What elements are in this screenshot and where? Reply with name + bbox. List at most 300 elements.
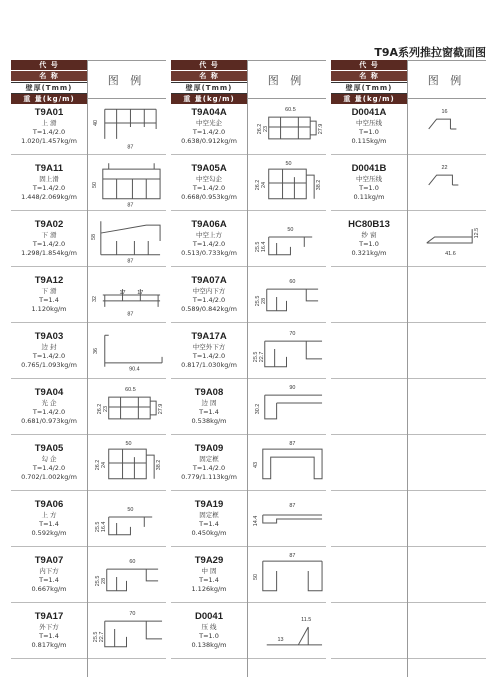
dimension-label: 24 <box>260 181 267 188</box>
profile-figure <box>87 267 166 322</box>
profile-drawing <box>269 169 314 199</box>
profile-outline <box>105 335 162 367</box>
profile-outline <box>109 517 152 535</box>
profile-info <box>331 211 407 266</box>
profile-row <box>11 547 166 603</box>
dimension-label: 58 <box>90 234 97 241</box>
profile-info <box>331 547 407 602</box>
profile-figure <box>407 435 486 490</box>
dimension-label: 32 <box>91 295 98 302</box>
dimension-label: 60.5 <box>285 107 296 114</box>
profile-outline <box>109 397 156 419</box>
profile-name: 固定框 <box>199 455 219 463</box>
profile-weight: 0.817kg/m <box>31 641 67 649</box>
profile-name: 边 固 <box>201 399 217 407</box>
header-code: 代 号 <box>171 60 247 71</box>
header-figure: 图 例 <box>247 60 326 99</box>
profile-drawing <box>105 109 156 139</box>
column-3 <box>331 60 486 659</box>
profile-code: T9A08 <box>194 387 224 398</box>
profile-wall-thickness: T=1.4/2.0 <box>192 296 226 304</box>
dimension-label: 28 <box>260 297 267 304</box>
profile-drawing <box>429 175 459 185</box>
profile-info <box>171 435 247 490</box>
profile-code: T9A04 <box>34 387 64 398</box>
cross-section-diagram <box>247 155 326 210</box>
profile-figure <box>247 547 326 602</box>
profile-weight: 0.115kg/m <box>351 137 387 145</box>
profile-row <box>331 379 486 435</box>
profile-code: D0041 <box>195 611 223 622</box>
profile-info <box>171 211 247 266</box>
profile-code: T9A02 <box>34 219 64 230</box>
cross-section-diagram <box>87 323 166 378</box>
profile-name: 边 封 <box>41 343 57 351</box>
dimension-label: 87 <box>289 441 296 448</box>
profile-weight: 0.765/1.093kg/m <box>21 361 77 369</box>
profile-figure <box>247 603 326 658</box>
profile-row <box>331 491 486 547</box>
profile-row <box>331 323 486 379</box>
dimension-label: 60.5 <box>125 387 136 394</box>
profile-weight: 1.298/1.854kg/m <box>21 249 77 257</box>
dimension-label: 16.4 <box>100 521 107 533</box>
profile-drawing <box>103 289 160 307</box>
profile-outline <box>269 237 312 255</box>
profile-figure <box>247 323 326 378</box>
profile-code: T9A07 <box>34 555 64 566</box>
profile-row <box>171 155 326 211</box>
profile-wall-thickness: T=1.0 <box>359 240 379 248</box>
profile-outline <box>427 229 472 243</box>
profile-wall-thickness: T=1.4/2.0 <box>32 408 66 416</box>
profile-wall-thickness: T=1.4/2.0 <box>32 128 66 136</box>
dimension-label: 87 <box>127 144 134 151</box>
profile-figure <box>87 99 166 154</box>
profile-drawing <box>101 221 160 255</box>
cross-section-diagram <box>247 323 326 378</box>
profile-wall-thickness: T=1.4/2.0 <box>192 184 226 192</box>
profile-drawing <box>103 163 160 199</box>
profile-outline <box>105 621 162 647</box>
profile-weight: 0.321kg/m <box>351 249 387 257</box>
profile-name: 中空上方 <box>196 231 222 239</box>
dimension-label: 11.5 <box>301 617 312 624</box>
profile-info <box>171 267 247 322</box>
profile-figure <box>407 267 486 322</box>
profile-info <box>171 323 247 378</box>
dimension-label: 25.5 <box>252 351 259 363</box>
profile-drawing <box>263 449 322 479</box>
cross-section-diagram <box>247 99 326 154</box>
profile-figure <box>87 603 166 658</box>
profile-wall-thickness: T=1.4 <box>39 520 59 528</box>
profile-outline <box>265 341 322 367</box>
cross-section-diagram <box>407 211 486 266</box>
cross-section-diagram <box>247 435 326 490</box>
profile-info <box>331 491 407 546</box>
profile-row <box>331 267 486 323</box>
profile-row <box>331 603 486 659</box>
profile-wall-thickness: T=1.0 <box>359 128 379 136</box>
dimension-label: 43 <box>252 461 259 468</box>
profile-name: 中空光企 <box>196 119 222 127</box>
profile-code: D0041B <box>351 163 387 174</box>
profile-figure <box>87 211 166 266</box>
profile-row <box>11 435 166 491</box>
profile-code: T9A06A <box>191 219 227 230</box>
profile-name: 上 滑 <box>41 119 57 127</box>
profile-drawing <box>427 229 472 243</box>
profile-weight: 1.020/1.457kg/m <box>21 137 77 145</box>
profile-figure <box>87 323 166 378</box>
profile-name: 外下方 <box>39 623 59 631</box>
cross-section-diagram <box>407 99 486 154</box>
header-labels <box>331 60 407 103</box>
profile-name: 纱 窗 <box>361 231 377 239</box>
profile-info <box>11 155 87 210</box>
cross-section-diagram <box>247 211 326 266</box>
profile-weight: 0.450kg/m <box>191 529 227 537</box>
profile-wall-thickness: T=1.4 <box>199 576 219 584</box>
dimension-label: 87 <box>127 311 134 318</box>
cross-section-diagram <box>87 547 166 602</box>
profile-drawing <box>105 335 162 367</box>
table-header <box>331 60 486 103</box>
profile-code: T9A04A <box>191 107 227 118</box>
profile-weight: 0.779/1.113kg/m <box>181 473 237 481</box>
profile-wall-thickness: T=1.4/2.0 <box>192 240 226 248</box>
profile-outline <box>429 175 459 185</box>
dimension-label: 25.5 <box>92 631 99 643</box>
profile-info <box>171 603 247 658</box>
profile-name: 下 滑 <box>41 231 57 239</box>
profile-row <box>331 435 486 491</box>
profile-name: 光 企 <box>41 399 57 407</box>
profile-row <box>331 99 486 155</box>
profile-weight: 0.589/0.842kg/m <box>181 305 237 313</box>
profile-outline <box>109 449 154 479</box>
dimension-label: 25.5 <box>94 521 101 533</box>
profile-outline <box>101 221 160 255</box>
profile-info <box>171 547 247 602</box>
profile-figure <box>247 211 326 266</box>
profile-outline <box>103 163 160 199</box>
dimension-label: 87 <box>127 202 134 209</box>
profile-weight: 0.702/1.002kg/m <box>21 473 77 481</box>
profile-figure <box>407 603 486 658</box>
cross-section-diagram <box>87 379 166 434</box>
profile-info <box>11 99 87 154</box>
profile-row <box>11 211 166 267</box>
header-weight: 重 量(kg/m) <box>11 94 87 105</box>
profile-weight: 1.448/2.069kg/m <box>21 193 77 201</box>
profile-outline <box>269 169 314 199</box>
profile-wall-thickness: T=1.4/2.0 <box>32 352 66 360</box>
dimension-label: 90 <box>289 385 296 392</box>
profile-weight: 0.681/0.973kg/m <box>21 417 77 425</box>
header-weight: 重 量(kg/m) <box>331 94 407 105</box>
profile-info <box>11 547 87 602</box>
dimension-label: 16.4 <box>260 241 267 253</box>
dimension-label: 13 <box>277 636 284 643</box>
header-labels <box>171 60 247 103</box>
profile-info <box>171 99 247 154</box>
profile-name: 中空勾企 <box>196 175 222 183</box>
dimension-label: 36 <box>92 347 99 355</box>
profile-code: T9A05 <box>34 443 64 454</box>
dimension-label: 26.2 <box>256 123 263 135</box>
dimension-label: 87 <box>289 503 296 510</box>
profile-drawing <box>109 517 152 535</box>
cross-section-diagram <box>407 379 486 434</box>
cross-section-diagram <box>247 267 326 322</box>
header-code: 代 号 <box>331 60 407 71</box>
profile-figure <box>407 211 486 266</box>
cross-section-diagram <box>407 155 486 210</box>
profile-figure <box>247 491 326 546</box>
dimension-label: 90.4 <box>129 366 140 373</box>
dimension-label: 50 <box>125 441 132 448</box>
profile-drawing <box>109 449 154 479</box>
profile-code: T9A01 <box>34 107 64 118</box>
profile-weight: 1.120kg/m <box>31 305 67 313</box>
dimension-label: 26.2 <box>96 403 103 415</box>
cross-section-diagram <box>87 435 166 490</box>
dimension-label: 22 <box>441 165 448 172</box>
profile-figure <box>87 435 166 490</box>
dimension-label: 23 <box>102 405 109 412</box>
profile-info <box>11 211 87 266</box>
profile-wall-thickness: T=1.4 <box>39 576 59 584</box>
profile-info <box>11 603 87 658</box>
profile-figure <box>407 547 486 602</box>
profile-wall-thickness: T=1.4/2.0 <box>192 464 226 472</box>
profile-figure <box>247 99 326 154</box>
profile-outline <box>267 627 322 645</box>
dimension-label: 60 <box>289 279 296 286</box>
profile-outline <box>263 515 322 523</box>
header-wall: 壁厚(Tmm) <box>11 82 87 94</box>
profile-drawing <box>265 395 322 419</box>
profile-name: 中空压线 <box>356 119 382 127</box>
dimension-label: 26.2 <box>94 459 101 471</box>
profile-outline <box>269 117 316 139</box>
profile-figure <box>407 323 486 378</box>
profile-drawing <box>265 341 322 367</box>
profile-name: 固定框 <box>199 511 219 519</box>
cross-section-diagram <box>407 547 486 602</box>
column-2 <box>171 60 326 659</box>
profile-info <box>171 155 247 210</box>
dimension-label: 16 <box>441 109 448 116</box>
column-divider <box>247 60 248 677</box>
profile-info <box>11 267 87 322</box>
profile-row <box>11 491 166 547</box>
dimension-label: 50 <box>252 573 259 580</box>
profile-drawing <box>263 561 322 591</box>
profile-weight: 0.592kg/m <box>31 529 67 537</box>
profile-code: T9A06 <box>34 499 64 510</box>
profile-info <box>331 267 407 322</box>
profile-info <box>331 155 407 210</box>
dimension-label: 23 <box>262 125 269 132</box>
profile-weight: 0.668/0.953kg/m <box>181 193 237 201</box>
profile-row <box>331 211 486 267</box>
dimension-label: 25.5 <box>254 295 261 307</box>
profile-weight: 0.11kg/m <box>353 193 385 201</box>
profile-weight: 0.817/1.030kg/m <box>181 361 237 369</box>
profile-row <box>171 491 326 547</box>
profile-row <box>171 547 326 603</box>
profile-drawing <box>429 119 457 129</box>
profile-info <box>331 379 407 434</box>
profile-info <box>171 379 247 434</box>
profile-drawing <box>263 515 322 523</box>
profile-drawing <box>269 237 312 255</box>
header-wall: 壁厚(Tmm) <box>171 82 247 94</box>
profile-outline <box>107 569 158 591</box>
profile-drawing <box>269 117 316 139</box>
profile-figure <box>87 491 166 546</box>
profile-figure <box>87 379 166 434</box>
profile-row <box>171 435 326 491</box>
profile-code: D0041A <box>351 107 387 118</box>
profile-info <box>331 435 407 490</box>
dimension-label: 70 <box>289 331 296 338</box>
profile-info <box>11 323 87 378</box>
cross-section-diagram <box>87 155 166 210</box>
header-code: 代 号 <box>11 60 87 71</box>
profile-figure <box>407 155 486 210</box>
profile-code: HC80B13 <box>348 219 390 230</box>
profile-wall-thickness: T=1.0 <box>199 632 219 640</box>
dimension-label: 87 <box>127 258 134 265</box>
profile-name: 固上滑 <box>39 175 59 183</box>
profile-outline <box>263 449 322 479</box>
profile-figure <box>407 99 486 154</box>
profile-drawing <box>267 627 322 645</box>
cross-section-diagram <box>407 603 486 658</box>
profile-weight: 0.538kg/m <box>191 417 227 425</box>
profile-info <box>171 491 247 546</box>
profile-name: 中空外下方 <box>192 343 226 351</box>
profile-wall-thickness: T=1.4/2.0 <box>32 240 66 248</box>
profile-wall-thickness: T=1.4/2.0 <box>32 184 66 192</box>
profile-row <box>171 379 326 435</box>
profile-wall-thickness: T=1.4/2.0 <box>192 128 226 136</box>
header-figure: 图 例 <box>87 60 166 99</box>
cross-section-diagram <box>87 603 166 658</box>
dimension-label: 40 <box>92 120 99 127</box>
dimension-label: 17 <box>137 290 144 297</box>
profile-wall-thickness: T=1.0 <box>359 184 379 192</box>
profile-code: T9A29 <box>194 555 224 566</box>
cross-section-diagram <box>247 547 326 602</box>
page-title: T9A系列推拉窗截面图 <box>374 46 486 59</box>
profile-figure <box>407 379 486 434</box>
profile-drawing <box>267 289 318 311</box>
cross-section-diagram <box>87 267 166 322</box>
profile-row <box>11 603 166 659</box>
header-name: 名 称 <box>171 71 247 82</box>
profile-name: 压 线 <box>201 623 217 631</box>
profile-figure <box>407 491 486 546</box>
profile-wall-thickness: T=1.4 <box>199 520 219 528</box>
profile-code: T9A17 <box>34 611 64 622</box>
column-1 <box>11 60 166 659</box>
profile-row <box>11 155 166 211</box>
dimension-label: 17 <box>119 290 126 297</box>
profile-row <box>171 323 326 379</box>
profile-wall-thickness: T=1.4 <box>39 632 59 640</box>
dimension-label: 14.4 <box>252 515 259 527</box>
dimension-label: 50 <box>287 227 294 234</box>
dimension-label: 50 <box>127 507 134 514</box>
profile-row <box>171 603 326 659</box>
profile-wall-thickness: T=1.4 <box>199 408 219 416</box>
profile-code: T9A03 <box>34 331 64 342</box>
profile-figure <box>87 155 166 210</box>
profile-wall-thickness: T=1.4 <box>39 296 59 304</box>
cross-section-diagram <box>87 491 166 546</box>
profile-row <box>331 155 486 211</box>
profile-info <box>331 99 407 154</box>
profile-drawing <box>107 569 158 591</box>
profile-weight: 0.667kg/m <box>31 585 67 593</box>
column-divider <box>87 60 88 677</box>
profile-drawing <box>105 621 162 647</box>
profile-wall-thickness: T=1.4/2.0 <box>192 352 226 360</box>
profile-name: 上 方 <box>41 511 57 519</box>
profile-code: T9A09 <box>194 443 224 454</box>
profile-code: T9A11 <box>35 163 63 174</box>
profile-figure <box>247 267 326 322</box>
dimension-label: 87 <box>289 553 296 560</box>
profile-wall-thickness: T=1.4/2.0 <box>32 464 66 472</box>
dimension-label: 12.5 <box>474 227 481 239</box>
profile-code: T9A07A <box>191 275 227 286</box>
profile-row <box>171 99 326 155</box>
dimension-label: 60 <box>129 559 136 566</box>
dimension-label: 22.7 <box>258 351 265 363</box>
profile-code: T9A05A <box>191 163 227 174</box>
profile-name: 内下方 <box>39 567 59 575</box>
profile-name: 中 固 <box>201 567 217 575</box>
dimension-label: 24 <box>100 461 107 468</box>
profile-row <box>331 547 486 603</box>
profile-name: 下 滑 <box>41 287 57 295</box>
dimension-label: 41.6 <box>445 250 456 257</box>
profile-row <box>11 267 166 323</box>
header-figure: 图 例 <box>407 60 486 99</box>
profile-figure <box>247 155 326 210</box>
profile-figure <box>247 435 326 490</box>
profile-weight: 0.513/0.733kg/m <box>181 249 237 257</box>
header-name: 名 称 <box>11 71 87 82</box>
cross-section-diagram <box>247 491 326 546</box>
profile-name: 勾 企 <box>41 455 57 463</box>
cross-section-diagram <box>87 99 166 154</box>
dimension-label: 22.7 <box>98 631 105 643</box>
dimension-label: 70 <box>129 611 136 618</box>
dimension-label: 50 <box>285 161 292 168</box>
profile-figure <box>247 379 326 434</box>
header-wall: 壁厚(Tmm) <box>331 82 407 94</box>
cross-section-diagram <box>247 379 326 434</box>
profile-outline <box>265 395 322 419</box>
dimension-label: 50 <box>91 181 98 188</box>
